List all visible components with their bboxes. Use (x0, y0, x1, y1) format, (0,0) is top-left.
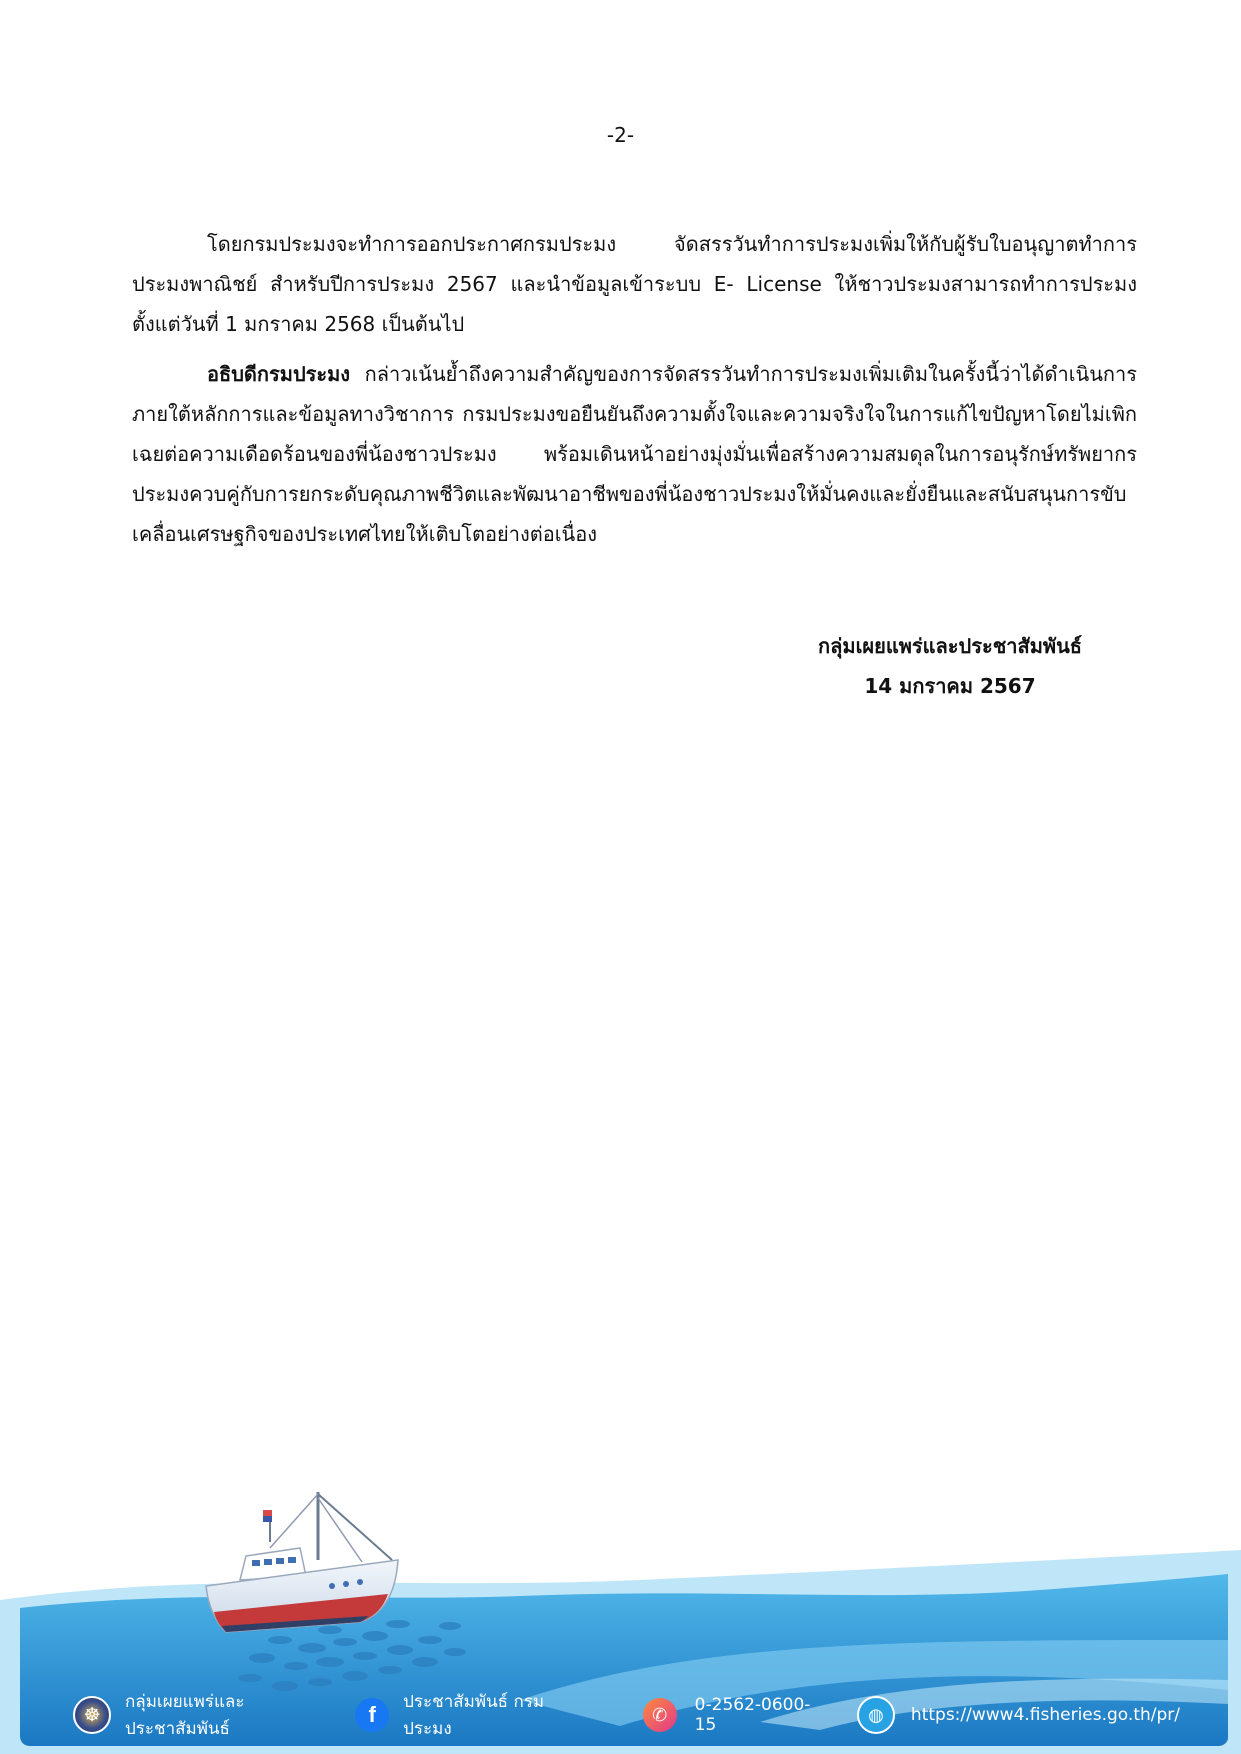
footer-org (73, 1688, 333, 1742)
paragraph-1: โดยกรมประมงจะทำการออกประกาศกรมประมง จัดสรรวันทำการประมงเพิ่มให้กับผู้รับใบอนุญาตทำการประมงพาณิชย์ สำหรับปีการประมง 2567 และนำข้อมูลเข้าระบบ E- License ให้ชาวประมงสามารถทำการประมงตั้งแต่วันที่ 1 มกราคม 2568 เป็นต้นไป (132, 232, 1137, 336)
signature-block (790, 626, 1110, 706)
signature-department: กลุ่มเผยแพร่และประชาสัมพันธ์ (818, 634, 1082, 658)
department-seal-icon: ☸ (73, 1696, 111, 1734)
footer-contact-bar (60, 1693, 1180, 1737)
page-number: -2- (606, 123, 635, 147)
footer-facebook-label: ประชาสัมพันธ์ กรมประมง (403, 1692, 545, 1739)
footer-phone[interactable] (643, 1695, 821, 1735)
facebook-icon: f (355, 1698, 389, 1732)
footer-website[interactable] (857, 1696, 1180, 1734)
paragraph-2 (132, 354, 1137, 554)
fishing-boat (206, 1492, 398, 1632)
phone-icon: ✆ (643, 1698, 677, 1732)
footer-phone-number: 0-2562-0600-15 (694, 1695, 811, 1735)
signature-date: 14 มกราคม 2567 (864, 674, 1036, 698)
paragraph-2-lead: อธิบดีกรมประมง (207, 362, 351, 386)
globe-icon: ◍ (857, 1696, 895, 1734)
footer-website-url: https://www4.fisheries.go.th/pr/ (910, 1705, 1180, 1725)
footer-org-name: กลุ่มเผยแพร่และประชาสัมพันธ์ (125, 1692, 245, 1739)
footer-facebook[interactable] (355, 1688, 579, 1742)
body-text (132, 224, 1137, 564)
paragraph-2-text: กล่าวเน้นย้ำถึงความสำคัญของการจัดสรรวันทำการประมงเพิ่มเติมในครั้งนี้ว่าได้ดำเนินการภายใต้หลักการและข้อมูลทางวิชาการ กรมประมงขอยืนยันถึงความตั้งใจและความจริงใจในการแก้ไขปัญหาโดยไม่เพิกเฉยต่อความเดือดร้อนของพี่น้องชาวประมง พร้อมเดินหน้าอย่างมุ่งมั่นเพื่อสร้างความสมดุลในการอนุรักษ์ทรัพยากรประมงควบคู่กับการยกระดับคุณภาพชีวิตและพัฒนาอาชีพของพี่น้องชาวประมงให้มั่นคงและยั่งยืนและสนับสนุนการขับเคลื่อนเศรษฐกิจของประเทศไทยให้เติบโตอย่างต่อเนื่อง (132, 362, 1137, 546)
